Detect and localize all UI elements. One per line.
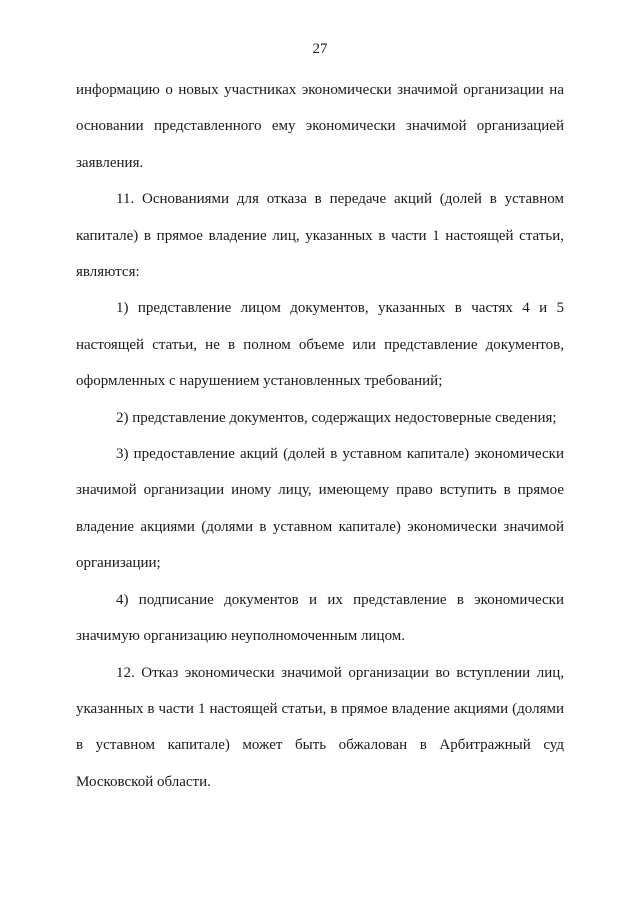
document-body [76,72,564,800]
list-item-3: 3) предоставление акций (долей в уставном капитале) экономически значимой организации иному лицу, имеющему право вступить в прямое владение акциями (долями в уставном капитале) экономически значимой организации; [76,446,564,572]
page-number: 27 [312,41,328,57]
paragraph-continuation: информацию о новых участниках экономически значимой организации на основании представленного ему экономически значимой организацией заявления. [76,82,564,171]
paragraph-clause-11: 11. Основаниями для отказа в передаче акций (долей в уставном капитале) в прямое владение лиц, указанных в части 1 настоящей статьи, являются: [76,191,564,281]
list-item-2: 2) представление документов, содержащих недостоверные сведения; [116,409,557,426]
paragraph-clause-12: 12. Отказ экономически значимой организации во вступлении лиц, указанных в части 1 настоящей статьи, в прямое владение акциями (долями в уставном капитале) может быть обжалован в Арбитражный суд Московской области. [76,664,564,790]
list-item-1: 1) представление лицом документов, указанных в частях 4 и 5 настоящей статьи, не в полном объеме или представление документов, оформленных с нарушением установленных требований; [76,300,564,390]
list-item-4: 4) подписание документов и их представление в экономически значимую организацию неуполномоченным лицом. [76,591,564,645]
